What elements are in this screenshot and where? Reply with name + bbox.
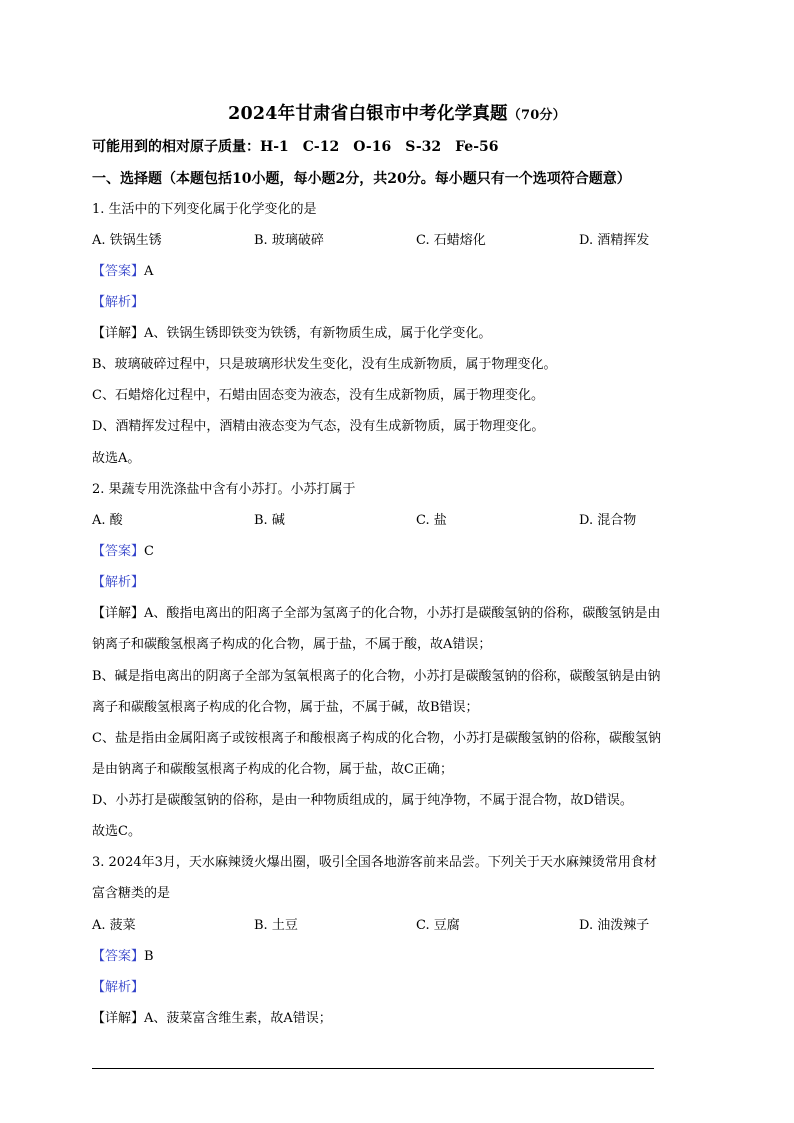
q2-detail-line: B、碱是指电离出的阴离子全部为氢氧根离子的化合物，小苏打是碳酸氢钠的俗称，碳酸氢钠是由钠	[92, 669, 661, 684]
q3-option-b: B. 土豆	[254, 918, 298, 933]
q3-option-c: C. 豆腐	[416, 918, 460, 933]
q1-option-d: D. 酒精挥发	[579, 233, 650, 248]
q2-analysis-tag: 【解析】	[92, 575, 145, 590]
detail-text: A、铁锅生锈即铁变为铁锈，有新物质生成，属于化学变化。	[144, 326, 492, 341]
q3-option-a: A. 菠菜	[92, 918, 136, 933]
q1-detail-line: C、石蜡熔化过程中，石蜡由固态变为液态，没有生成新物质，属于物理变化。	[92, 388, 544, 403]
q1-answer	[92, 264, 712, 280]
q3-option-d: D. 油泼辣子	[579, 918, 650, 933]
q1-detail-line	[92, 326, 712, 342]
q3-answer	[92, 949, 712, 965]
detail-tag: 【详解】	[92, 1011, 145, 1026]
q2-conclusion: 故选C。	[92, 824, 141, 839]
detail-text: A、菠菜富含维生素，故A错误；	[144, 1011, 332, 1026]
section-heading: 一、选择题（本题包括10小题，每小题2分，共20分。每小题只有一个选项符合题意）	[92, 171, 631, 187]
q2-option-d: D. 混合物	[579, 513, 637, 528]
q2-detail-line: 离子和碳酸氢根离子构成的化合物，属于盐，不属于碱，故B错误；	[92, 700, 479, 715]
q2-detail-line: 钠离子和碳酸氢根离子构成的化合物，属于盐，不属于酸，故A错误；	[92, 637, 492, 652]
q2-detail-line: 是由钠离子和碳酸氢根离子构成的化合物，属于盐，故C正确；	[92, 762, 453, 777]
q1-conclusion: 故选A。	[92, 451, 141, 466]
answer-tag: 【答案】	[92, 264, 145, 279]
title-score: （70分）	[507, 108, 566, 123]
q3-detail-line	[92, 1011, 712, 1027]
q2-detail-line: C、盐是指由金属阳离子或铵根离子和酸根离子构成的化合物，小苏打是碳酸氢钠的俗称，碳酸氢钠	[92, 731, 661, 746]
q2-option-a: A. 酸	[92, 513, 123, 528]
q2-detail-line: D、小苏打是碳酸氢钠的俗称，是由一种物质组成的，属于纯净物，不属于混合物，故D错误。	[92, 793, 633, 808]
detail-text: A、酸指电离出的阳离子全部为氢离子的化合物，小苏打是碳酸氢钠的俗称，碳酸氢钠是由	[144, 606, 661, 621]
q1-detail-line: D、酒精挥发过程中，酒精由液态变为气态，没有生成新物质，属于物理变化。	[92, 419, 545, 434]
detail-tag: 【详解】	[92, 326, 145, 341]
q1-option-a: A. 铁锅生锈	[92, 233, 162, 248]
answer-value: B	[144, 949, 154, 964]
q3-analysis-tag: 【解析】	[92, 980, 145, 995]
q2-stem: 2. 果蔬专用洗涤盐中含有小苏打。小苏打属于	[92, 482, 356, 497]
q1-option-b: B. 玻璃破碎	[254, 233, 324, 248]
page-title	[0, 100, 794, 125]
title-main: 2024年甘肃省白银市中考化学真题	[228, 104, 508, 124]
answer-value: A	[144, 264, 154, 279]
q2-option-b: B. 碱	[254, 513, 285, 528]
atomic-masses: 可能用到的相对原子质量：H-1 C-12 O-16 S-32 Fe-56	[92, 139, 499, 155]
q3-stem: 3. 2024年3月，天水麻辣烫火爆出圈，吸引全国各地游客前来品尝。下列关于天水麻辣烫常用食材	[92, 855, 657, 870]
q2-answer	[92, 544, 712, 560]
q1-analysis-tag: 【解析】	[92, 295, 145, 310]
detail-tag: 【详解】	[92, 606, 145, 621]
answer-value: C	[144, 544, 154, 559]
footer-divider	[92, 1068, 654, 1069]
q1-detail-line: B、玻璃破碎过程中，只是玻璃形状发生变化，没有生成新物质，属于物理变化。	[92, 357, 557, 372]
q1-option-c: C. 石蜡熔化	[416, 233, 486, 248]
q3-stem: 富含糖类的是	[92, 886, 171, 901]
q1-stem: 1. 生活中的下列变化属于化学变化的是	[92, 202, 317, 217]
q2-detail-line	[92, 606, 712, 622]
q2-option-c: C. 盐	[416, 513, 447, 528]
answer-tag: 【答案】	[92, 544, 145, 559]
answer-tag: 【答案】	[92, 949, 145, 964]
